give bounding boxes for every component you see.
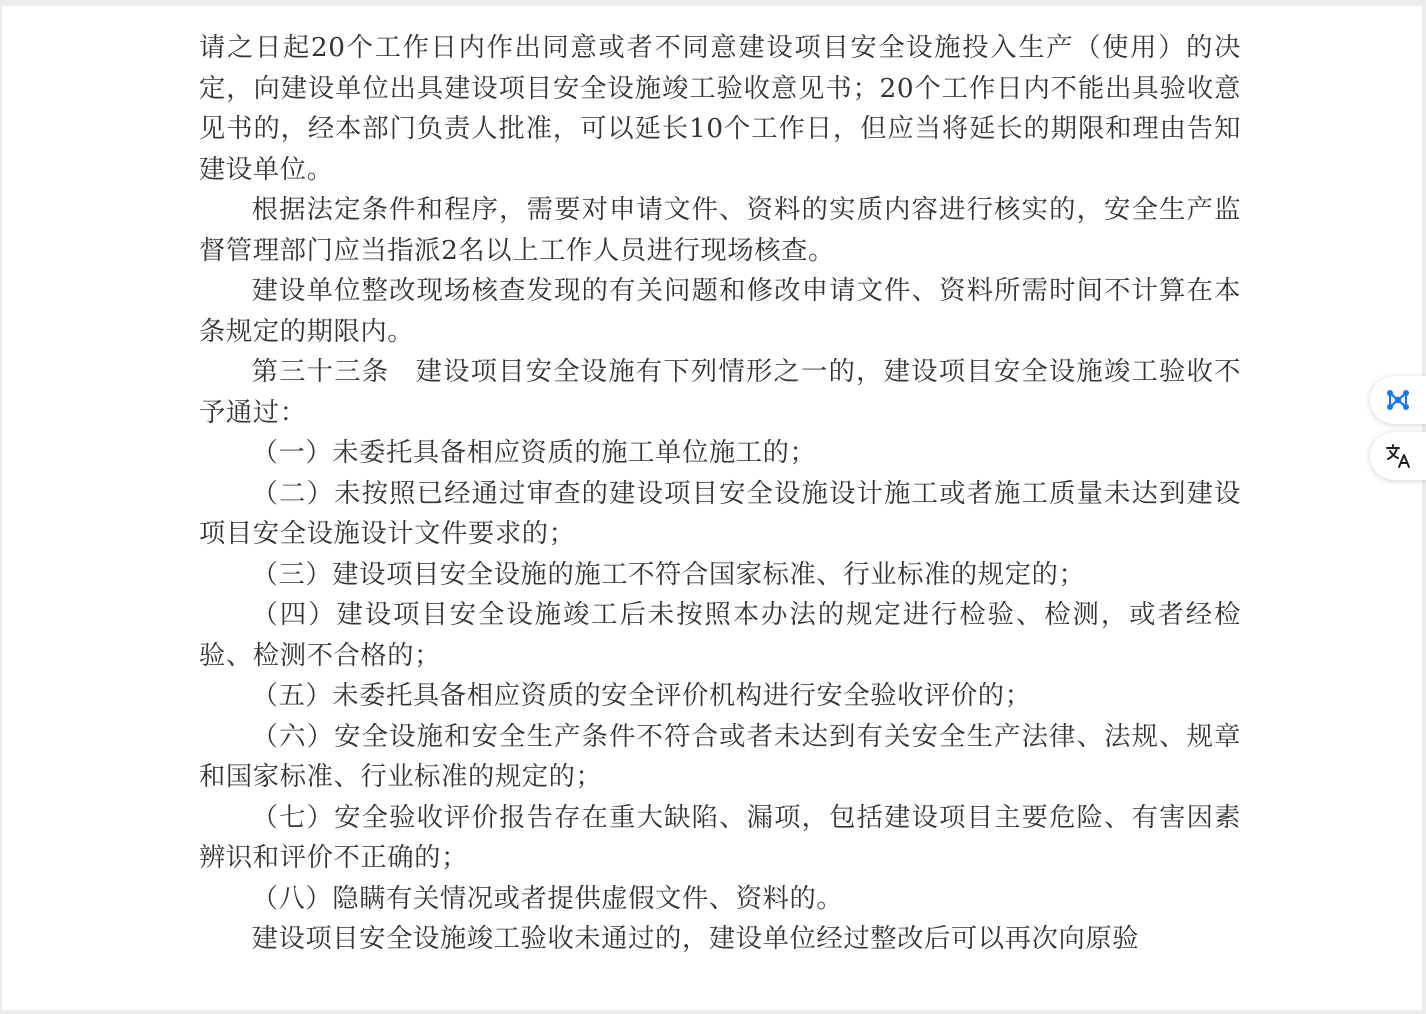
article-text: 建设项目安全设施有下列情形之一的，建设项目安全设施竣工验收不予通过： (199, 357, 1242, 428)
network-icon (1384, 386, 1412, 414)
document-content (199, 28, 1241, 960)
translate-icon (1384, 442, 1412, 470)
mindmap-button[interactable] (1370, 376, 1426, 424)
paragraph-continuation: 请之日起20个工作日内作出同意或者不同意建设项目安全设施投入生产（使用）的决定，向建设单位出具建设项目安全设施竣工验收意见书；20个工作日内不能出具验收意见书的，经本部门负责人批准，可以延长10个工作日，但应当将延长的期限和理由告知建设单位。 (199, 33, 1241, 185)
list-item: （一）未委托具备相应资质的施工单位施工的； (251, 438, 817, 468)
paragraph-body: 根据法定条件和程序，需要对申请文件、资料的实质内容进行核实的，安全生产监督管理部门应当指派2名以上工作人员进行现场核查。 (199, 195, 1241, 266)
list-item: （八）隐瞒有关情况或者提供虚假文件、资料的。 (251, 883, 844, 914)
list-item: （六）安全设施和安全生产条件不符合或者未达到有关安全生产法律、法规、规章和国家标准、行业标准的规定的； (199, 721, 1241, 792)
document-page (2, 6, 1422, 1010)
article-number: 第三十三条 (251, 357, 390, 387)
side-toolbar (1370, 372, 1426, 494)
list-item: （七）安全验收评价报告存在重大缺陷、漏项，包括建设项目主要危险、有害因素辨识和评价不正确的； (199, 802, 1241, 873)
list-item: （二）未按照已经通过审查的建设项目安全设施设计施工或者施工质量未达到建设项目安全设施设计文件要求的； (199, 478, 1241, 549)
paragraph-body: 建设单位整改现场核查发现的有关问题和修改申请文件、资料所需时间不计算在本条规定的期限内。 (199, 276, 1241, 347)
list-item: （五）未委托具备相应资质的安全评价机构进行安全验收评价的； (251, 681, 1032, 711)
paragraph-body: 建设项目安全设施竣工验收未通过的，建设单位经过整改后可以再次向原验 (251, 924, 1140, 954)
list-item: （四）建设项目安全设施竣工后未按照本办法的规定进行检验、检测，或者经检验、检测不合格的； (199, 600, 1241, 671)
translate-button[interactable] (1370, 432, 1426, 480)
article-paragraph (199, 352, 1241, 433)
list-item: （三）建设项目安全设施的施工不符合国家标准、行业标准的规定的； (251, 559, 1086, 590)
